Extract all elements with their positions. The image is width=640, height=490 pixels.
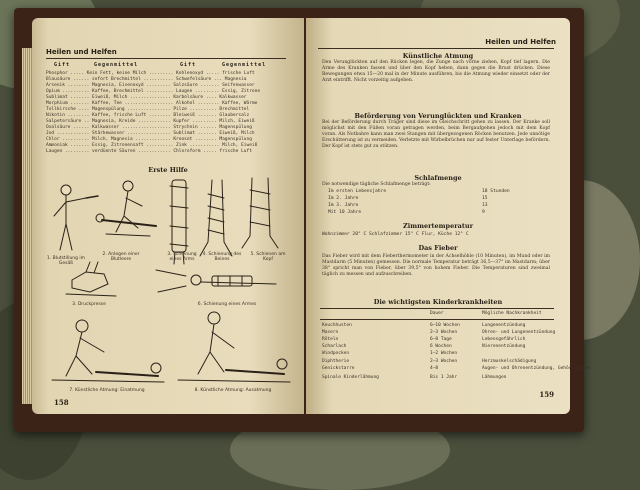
table-rule: [320, 308, 554, 309]
first-aid-illustrations: [46, 176, 294, 408]
figure-caption: 8. Künstliche Atmung: Ausatmung: [194, 388, 272, 393]
sleep-value: 18 Stunden: [482, 189, 510, 194]
section-title: Schlafmenge: [414, 174, 462, 182]
disease-complication: Nierenentzündung: [482, 344, 526, 349]
table-header: Gift: [54, 62, 71, 68]
paragraph: Den Verunglückten auf den Rücken legen, die Zunge nach vorne ziehen, Kopf tief lagern. Die Arme des Kranken fassen und über den Kopf heben, dann gegen die Brust drücken. Diese Bewegungen etwa 15—20 mal in der Minute ausführen, bis die Atmung wieder einsetzt oder der Arzt eintrifft. Nicht vorzeitig aufgeben.: [322, 60, 550, 84]
figure-caption: 2. Anlegen einer Blutleere: [102, 252, 140, 262]
table-header: Dauer: [430, 311, 444, 316]
figure-caption: 4. Schienung des Beines: [202, 252, 242, 262]
table-header: Mögliche Nachkrankheit: [482, 311, 542, 316]
sleep-label: Im 3. Jahre: [328, 203, 359, 208]
disease-duration: 6—8 Tage: [430, 337, 452, 342]
paragraph: Bei der Beförderung durch Träger sind diese im Gleichschritt gehen zu lassen. Der Kranke soll möglichst mit den Füßen voran getragen werden, beim Bergaufgehen jedoch mit dem Kopf voran. Als Notbahre kann man zwei Stangen mit übergezogenen Röcken benutzen. Jede unnötige Erschütterung ist zu vermeiden. Verletzte mit Wirbelbrüchen nur auf fester Unterlage befördern. Der Kopf ist stets gut zu stützen.: [322, 120, 550, 150]
table-rule: [320, 319, 554, 320]
figure-pressure: [66, 262, 116, 296]
sleep-label: Im ersten Lebensjahre: [328, 189, 387, 194]
figure-bleeding-stop: [54, 185, 98, 250]
page-number: 159: [539, 390, 554, 399]
left-page: Heilen und Helfen Gift Gegenmittel Gift Gegenmittel Phosphor ..... Kein Fett, keine Milch ......... Kohlenoxyd ..... frische Luft Blausäure ...... sofort Brechmittel ........... Schwefelsäure ... Magnesia Arsenik ........ Magnesia, Eisenoxyd ......... Salzsäure ....... Seifenwasser Opium .......... Kaffee, Brechmittel .......... Laugen ......... Essig, Zitrone Sublimat ....... Eiweiß, Milch ............... Karbolsäure .... Kalkwasser Morphium ....... Kaffee, Tee .................. Alkohol ........ Kaffee, Wärme Tollkirsche .... Magenspülung ................ Pilze .......... Brechmittel Nikotin ........ Kaffee, frische Luft ........ Bleiweiß ....... Glaubersalz Salpetersäure .. Magnesia, Kreide ............ Kupfer ......... Milch, Eiweiß Oxalsäure ...... Kalkwasser .................. Strychnin ...... Magenspülung Jod ............ Stärkewasser ................ Sublimat ....... Eiweiß, Milch Chlor .......... Milch, Magnesia ............. Kreosot ........ Magenspülung Ammoniak ....... Essig, Zitronensaft .......... Zink ........... Milch, Eiweiß Laugen ......... verdünnte Säuren ............ Chloroform ..... frische Luft Erste Hilfe 1. Blutstillung im Gesäß 2. Anlegen einer Blutleere 3. Schienung eines Arms 4. Schienung des Beines 5. Schienen am Kopf 3. Druckpresse 6. Schienung eines Armes 7. Künstliche Atmung: Einatmung 8. Künstliche Atmung: Ausatmung 158: [32, 18, 304, 414]
right-page: [306, 18, 591, 414]
figure-caption: 1. Blutstillung im Gesäß: [46, 256, 86, 266]
disease-name: Diphtherie: [322, 359, 350, 364]
disease-complication: Lebensgefährlich: [482, 337, 526, 342]
disease-name: Scharlach: [322, 344, 347, 349]
disease-name: Spinale Kinderlähmung: [322, 375, 379, 380]
figure-arm-splint: [156, 270, 276, 292]
sleep-value: 13: [482, 203, 488, 208]
disease-complication: Herzmuskelschädigung: [482, 359, 537, 364]
disease-complication: Augen- und Ohrenentzündung, Gehörschaden: [482, 366, 591, 371]
disease-name: Keuchhusten: [322, 323, 352, 328]
disease-duration: Bis 1 Jahr: [430, 375, 458, 380]
disease-complication: Lungenentzündung: [482, 323, 526, 328]
disease-name: Windpocken: [322, 351, 350, 356]
figure-respiration-exhale: [178, 312, 290, 382]
table-header: Gegenmittel: [94, 62, 139, 68]
page-number: 158: [54, 398, 69, 407]
section-title: Zimmertemperatur: [402, 222, 473, 230]
disease-duration: 2—3 Wochen: [430, 330, 458, 335]
figure-foot-splint: [242, 178, 278, 248]
figure-leg-bandage: [200, 180, 232, 256]
sleep-label: Mit 10 Jahre: [328, 210, 362, 215]
section-title: Das Fieber: [418, 244, 458, 252]
sleep-value: 9: [482, 210, 485, 215]
paragraph: Die notwendige tägliche Schlafmenge beträgt:: [322, 182, 431, 187]
disease-name: Genickstarre: [322, 366, 355, 371]
figure-caption: 6. Schienung eines Armes: [197, 302, 257, 307]
running-head-right: Heilen und Helfen: [485, 38, 556, 46]
temperature-line: Wohnzimmer 20° C Schlafzimmer 15° C Flur, Küche 12° C: [322, 232, 469, 237]
table-header: Gegenmittel: [222, 62, 267, 68]
figure-caption: 5. Schienen am Kopf: [250, 252, 286, 262]
paragraph: Das Fieber wird mit dem Fieberthermometer in der Achselhöhle (10 Minuten), im Mund oder im Mastdarm (5 Minuten) gemessen. Die normale Temperatur beträgt 36,5—37° im Mastdarm; über 38° spricht man von Fieber, über 39,5° von hohem Fieber. Die Temperaturen sind zweimal täglich zu messen und aufzuschreiben.: [322, 254, 550, 278]
section-title: Beförderung von Verunglückten und Kranken: [354, 112, 522, 120]
disease-duration: 6 Wochen: [430, 344, 452, 349]
disease-duration: 6—10 Wochen: [430, 323, 460, 328]
section-title: Künstliche Atmung: [402, 52, 474, 60]
header-rule: [46, 58, 286, 59]
sleep-value: 15: [482, 196, 488, 201]
disease-complication: Lähmungen: [482, 375, 507, 380]
figure-caption: 3. Schienung eines Arms: [167, 252, 197, 262]
disease-name: Masern: [322, 330, 339, 335]
disease-duration: 1—2 Wochen: [430, 351, 458, 356]
disease-duration: 2—3 Wochen: [430, 359, 458, 364]
figure-caption: 3. Druckpresse: [72, 302, 106, 307]
section-title: Die wichtigsten Kinderkrankheiten: [373, 298, 503, 306]
disease-complication: Ohren- und Lungenentzündung: [482, 330, 556, 335]
table-header: Gift: [180, 62, 197, 68]
book: [14, 8, 591, 432]
section-title: Erste Hilfe: [148, 166, 188, 174]
figure-tourniquet: [96, 181, 156, 236]
header-rule: [318, 48, 554, 49]
disease-duration: 4—8: [430, 366, 439, 371]
figure-caption: 7. Künstliche Atmung: Einatmung: [69, 388, 145, 393]
running-head-left: Heilen und Helfen: [46, 48, 117, 56]
figure-respiration-inhale: [52, 320, 164, 382]
disease-name: Röteln: [322, 337, 339, 342]
sleep-label: Im 2. Jahre: [328, 196, 359, 201]
